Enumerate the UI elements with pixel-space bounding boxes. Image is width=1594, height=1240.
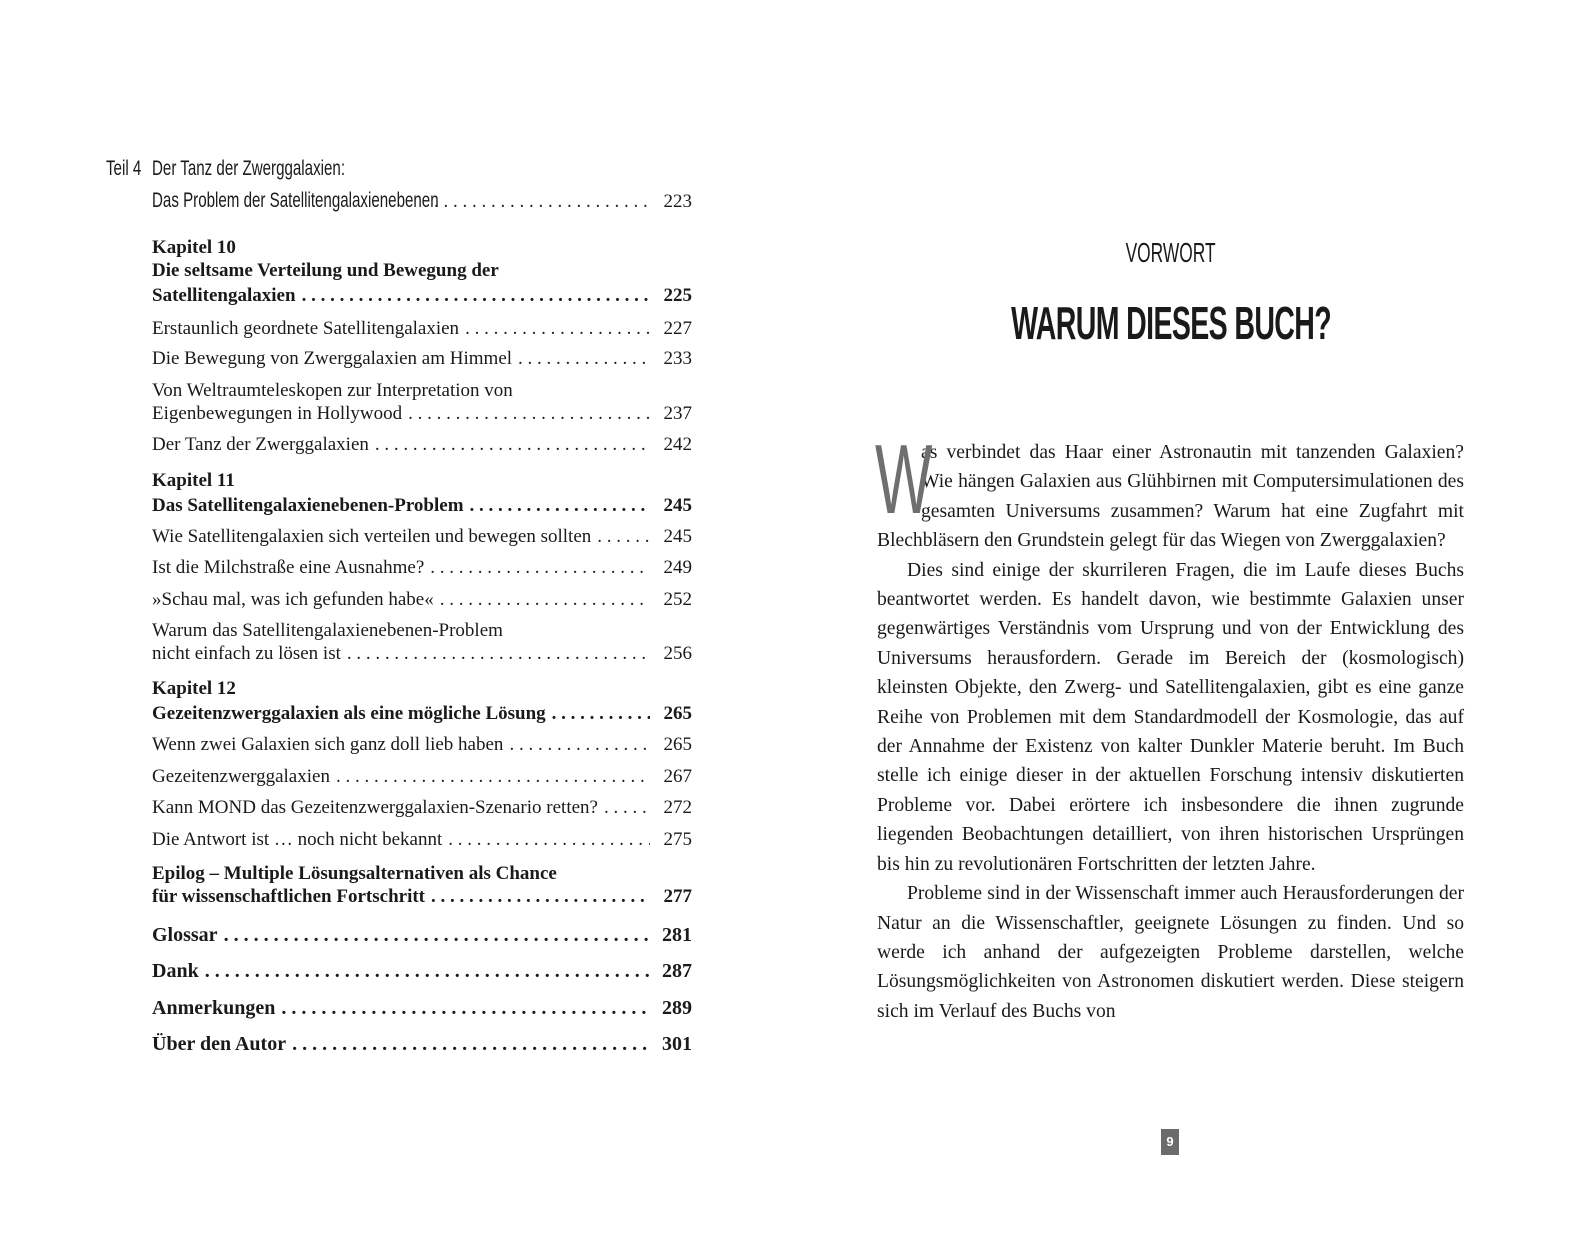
toc-back-matter bbox=[152, 1033, 692, 1056]
entry-page-number: 289 bbox=[662, 997, 692, 1019]
entry-title: Die Antwort ist … noch nicht bekannt bbox=[152, 829, 443, 850]
entry-title-line2: für wissenschaftlichen Fortschritt bbox=[152, 886, 426, 907]
toc-back-matter bbox=[152, 862, 692, 908]
entry-title: »Schau mal, was ich gefunden habe« bbox=[152, 589, 434, 610]
toc-section bbox=[152, 433, 692, 456]
entry-title: Über den Autor bbox=[152, 1033, 287, 1055]
part-title-line2: Das Problem der Satellitengalaxienebenen bbox=[152, 189, 439, 212]
entry-title-line1: Epilog – Multiple Lösungsalternativen als Chance bbox=[152, 863, 557, 884]
toc-section bbox=[152, 765, 692, 788]
section-kicker: VORWORT bbox=[1125, 237, 1217, 268]
body-text bbox=[875, 424, 1464, 1026]
toc-chapter bbox=[152, 469, 692, 517]
entry-page-number: 301 bbox=[662, 1033, 692, 1055]
entry-title: Der Tanz der Zwerggalaxien bbox=[152, 434, 369, 455]
entry-title: Dank bbox=[152, 960, 199, 982]
entry-page-number: 249 bbox=[663, 557, 692, 578]
toc-back-matter bbox=[152, 924, 692, 947]
entry-page-number: 245 bbox=[663, 526, 692, 547]
toc-section bbox=[152, 828, 692, 851]
entry-title: Gezeitenzwerggalaxien bbox=[152, 766, 330, 787]
entry-title-line1: Warum das Satellitengalaxienebenen-Problem bbox=[152, 620, 503, 641]
entry-title: Glossar bbox=[152, 924, 218, 946]
toc-chapter bbox=[152, 677, 692, 725]
toc-section bbox=[152, 347, 692, 370]
entry-page-number: 256 bbox=[663, 643, 692, 664]
entry-page-number: 287 bbox=[662, 960, 692, 982]
paragraph-2: Dies sind einige der skurrileren Fragen, die im Laufe dieses Buchs beantwortet werden. Es handelt davon, wie bestimmte Galaxien unser gegenwärtiges Verständnis vom Ursprung und von der Entwicklung des Universums herausfordern. Gerade im Bereich der (kosmologisch) kleinsten Objekte, den Zwerg- und Satellitengalaxien, gibt es eine ganze Reihe von Problemen mit dem Standardmodell der Kosmologie, das auf der Annahme der Existenz von kalter Dunkler Materie beruht. Im Buch stelle ich einige dieser in der aktuellen Forschung intensiv diskutierten Probleme vor. Dabei erörtere ich insbesondere die ihnen zugrunde liegenden Beobachtungen detailliert, von ihren historischen Ursprüngen bis hin zu revolutionären Fortschritten der letzten Jahre. bbox=[877, 559, 1464, 875]
toc-section bbox=[152, 588, 692, 611]
paragraph-3: Probleme sind in der Wissenschaft immer auch Herausforderungen der Natur an die Wissenschaftler, geeignete Lösungen zu finden. Und so werde ich anhand der aufgezeigten Probleme darstellen, welche Lösungsmöglichkeiten von Astronomen diskutiert werden. Diese steigern sich im Verlauf des Buchs von bbox=[877, 883, 1464, 1022]
entry-page-number: 267 bbox=[663, 766, 692, 787]
chapter-title: Das Satellitengalaxienebenen-Problem bbox=[152, 495, 464, 516]
entry-title: Kann MOND das Gezeitenzwerggalaxien-Szenario retten? bbox=[152, 797, 598, 818]
entry-title-line1: Von Weltraumteleskopen zur Interpretation von bbox=[152, 380, 513, 401]
toc-section bbox=[152, 317, 692, 340]
entry-page-number: 265 bbox=[663, 734, 692, 755]
toc-section bbox=[152, 525, 692, 548]
chapter-title: Gezeitenzwerggalaxien als eine mögliche Lösung bbox=[152, 703, 546, 724]
entry-title: Erstaunlich geordnete Satellitengalaxien bbox=[152, 318, 460, 339]
page-heading: WARUM DIESES BUCH? bbox=[1011, 297, 1331, 349]
entry-page-number: 237 bbox=[663, 403, 692, 424]
chapter-title-line2: Satellitengalaxien bbox=[152, 285, 296, 306]
toc-section bbox=[152, 379, 692, 425]
part-title-row bbox=[152, 189, 692, 213]
entry-page-number: 227 bbox=[663, 318, 692, 339]
part-title-line1: Der Tanz der Zwerggalaxien: bbox=[152, 157, 346, 180]
entry-page-number: 277 bbox=[663, 886, 692, 907]
chapter-label: Kapitel 12 bbox=[152, 678, 236, 699]
toc-chapter bbox=[152, 236, 692, 307]
entry-title-line2: Eigenbewegungen in Hollywood bbox=[152, 403, 403, 424]
chapter-title-line1: Die seltsame Verteilung und Bewegung der bbox=[152, 260, 499, 281]
chapter-label: Kapitel 10 bbox=[152, 237, 236, 258]
chapter-label: Kapitel 11 bbox=[152, 470, 235, 491]
chapter-page-number: 225 bbox=[663, 285, 692, 306]
entry-title-line2: nicht einfach zu lösen ist bbox=[152, 643, 341, 664]
foreword-page bbox=[797, 0, 1594, 1240]
toc-section bbox=[152, 556, 692, 579]
entry-title: Anmerkungen bbox=[152, 997, 276, 1019]
entry-title: Ist die Milchstraße eine Ausnahme? bbox=[152, 557, 425, 578]
toc-section bbox=[152, 619, 692, 665]
toc-section bbox=[152, 733, 692, 756]
entry-title: Die Bewegung von Zwerggalaxien am Himmel bbox=[152, 348, 513, 369]
entry-page-number: 242 bbox=[663, 434, 692, 455]
toc-back-matter bbox=[152, 960, 692, 983]
entry-page-number: 281 bbox=[662, 924, 692, 946]
chapter-page-number: 245 bbox=[663, 495, 692, 516]
toc-back-matter bbox=[152, 997, 692, 1020]
entry-title: Wenn zwei Galaxien sich ganz doll lieb haben bbox=[152, 734, 504, 755]
toc-section bbox=[152, 796, 692, 819]
chapter-page-number: 265 bbox=[663, 703, 692, 724]
entry-page-number: 233 bbox=[663, 348, 692, 369]
entry-page-number: 275 bbox=[663, 829, 692, 850]
page-number: 9 bbox=[1161, 1129, 1179, 1155]
paragraph-1: W as verbindet das Haar einer Astronautin mit tanzenden Galaxien? Wie hängen Galaxien aus Glühbirnen mit Computersimulationen des gesamten Universums zusammen? Warum hat eine Zugfahrt mit Blechbläsern den Grundstein gelegt für das Wiegen von Zwerggalaxien? bbox=[875, 424, 1464, 552]
part-page-number: 223 bbox=[663, 191, 692, 212]
entry-title: Wie Satellitengalaxien sich verteilen und bewegen sollten bbox=[152, 526, 592, 547]
entry-page-number: 252 bbox=[663, 589, 692, 610]
drop-cap: W bbox=[875, 424, 933, 534]
part-label: Teil 4 bbox=[106, 157, 142, 180]
entry-page-number: 272 bbox=[663, 797, 692, 818]
